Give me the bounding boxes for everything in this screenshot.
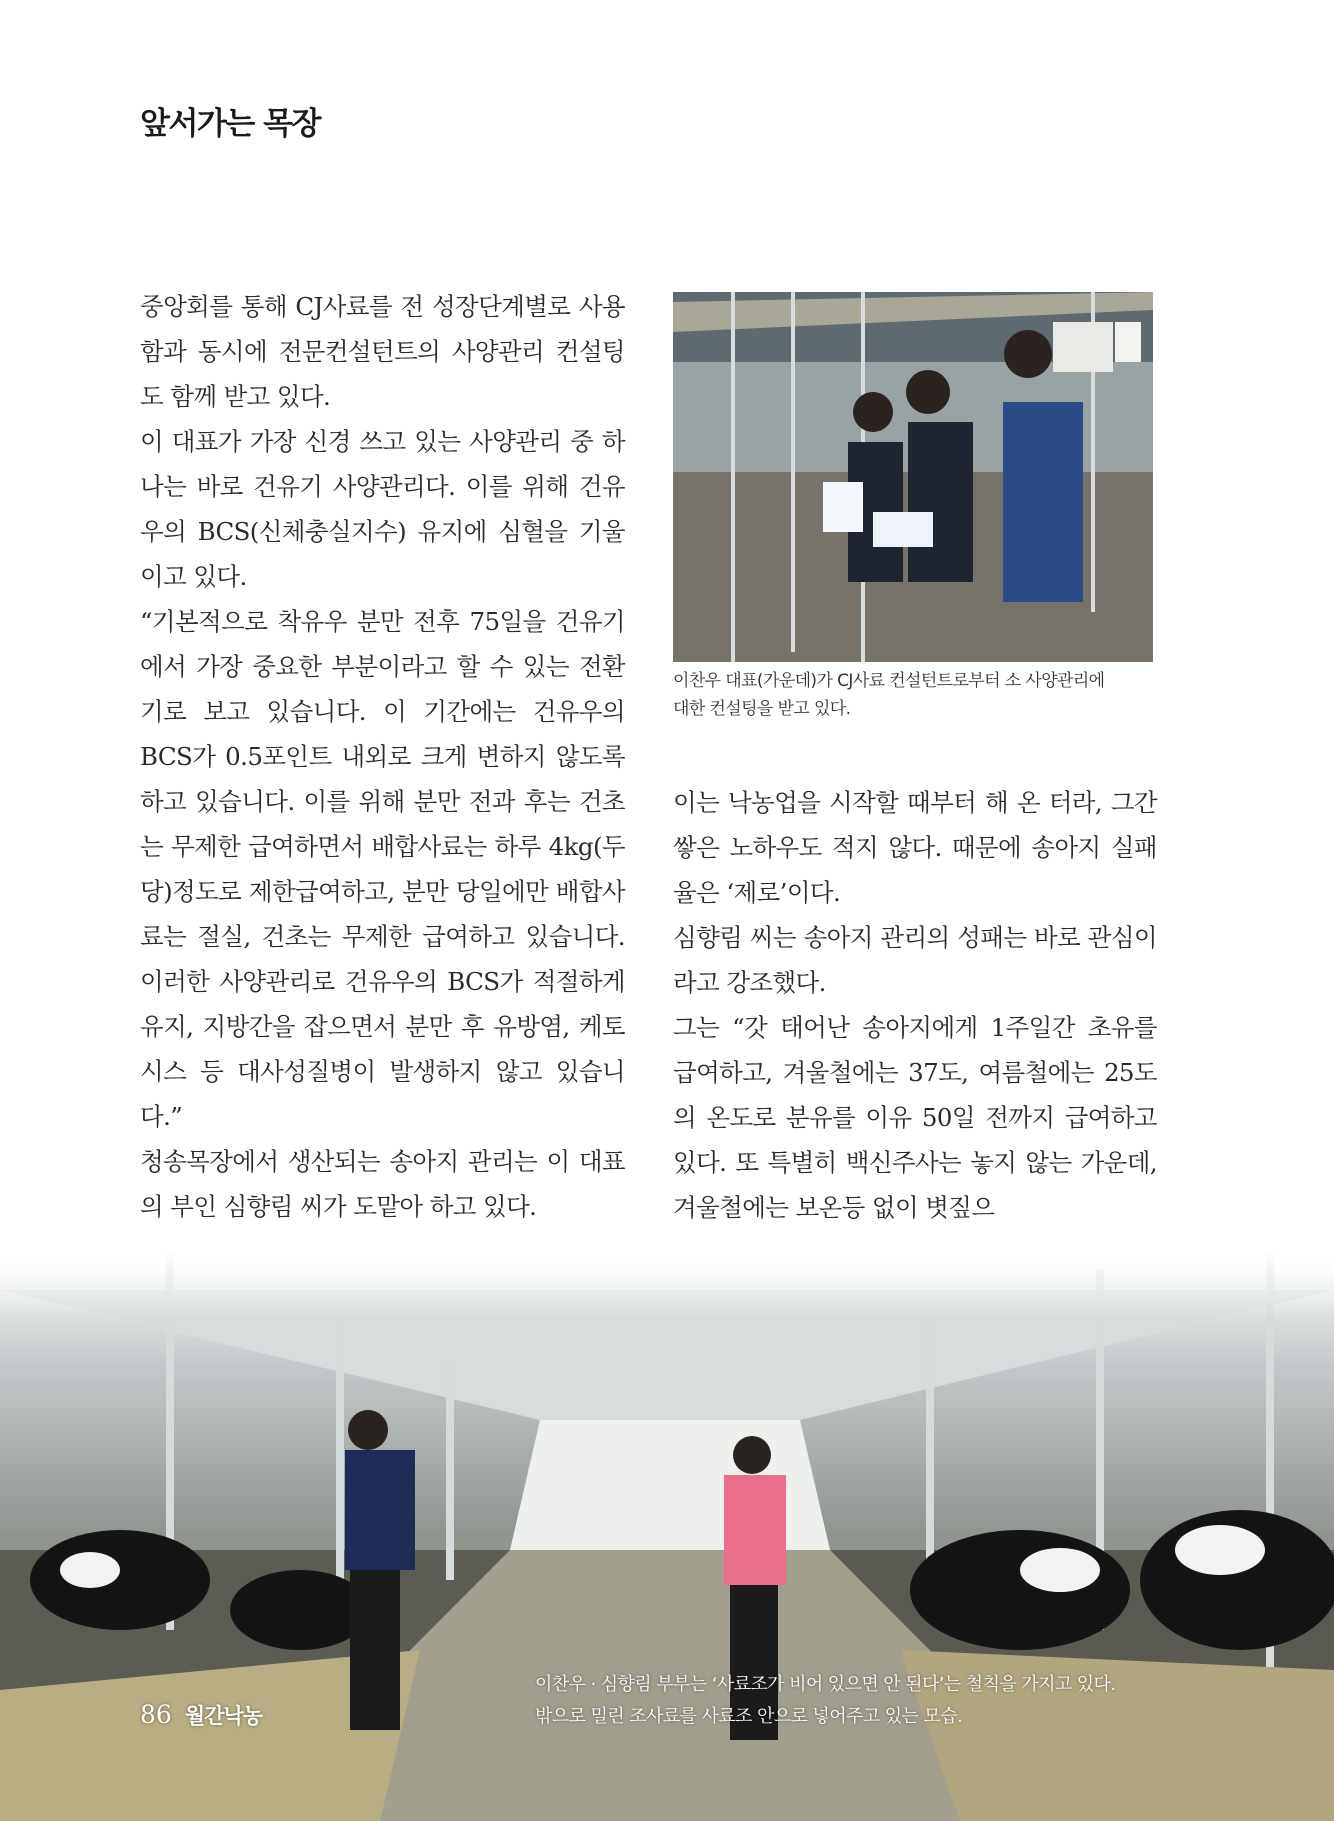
barn-photo-illustration	[0, 1250, 1334, 1821]
caption-line: 이찬우 대표(가운데)가 CJ사료 컨설턴트로부터 소 사양관리에	[673, 671, 1105, 691]
photo-caption	[673, 667, 1163, 723]
section-title: 앞서가는 목장	[140, 106, 320, 142]
paragraph: 청송목장에서 생산되는 송아지 관리는 이 대표의 부인 심향림 씨가 도맡아 하고 있다.	[140, 1147, 625, 1221]
paragraph: 이 대표가 가장 신경 쓰고 있는 사양관리 중 하나는 바로 건유기 사양관리다. 이를 위해 건유우의 BCS(신체충실지수) 유지에 심혈을 기울이고 있다.	[140, 427, 625, 591]
consulting-photo-illustration	[673, 292, 1153, 662]
page-number: 86	[140, 1700, 172, 1729]
paragraph: 중앙회를 통해 CJ사료를 전 성장단계별로 사용함과 동시에 전문컨설턴트의 사양관리 컨설팅도 함께 받고 있다.	[140, 292, 625, 411]
article-left-column	[140, 284, 625, 1229]
quote-paragraph: “기본적으로 착유우 분만 전후 75일을 건유기에서 가장 중요한 부분이라고 할 수 있는 전환기로 보고 있습니다. 이 기간에는 건유우의 BCS가 0.5포인트 내외로 크게 변하지 않도록 하고 있습니다. 이를 위해 분만 전과 후는 건초는 무제한 급여하면서 배합사료는 하루 4kg(두당)정도로 제한급여하고, 분만 당일에만 배합사료는 절실, 건초는 무제한 급여하고 있습니다. 이러한 사양관리로 건유우의 BCS가 적절하게 유지, 지방간을 잡으면서 분만 후 유방염, 케토시스 등 대사성질병이 발생하지 않고 있습니다.”	[140, 607, 625, 1131]
caption-line: 이찬우 · 심향림 부부는 ‘사료조가 비어 있으면 안 된다’는 철칙을 가지고 있다.	[535, 1674, 1116, 1695]
barn-photo	[0, 1250, 1334, 1821]
magazine-name: 월간낙농	[184, 1704, 263, 1728]
page-footer	[140, 1700, 262, 1730]
paragraph: 그는 “갓 태어난 송아지에게 1주일간 초유를 급여하고, 겨울철에는 37도, 여름철에는 25도의 온도로 분유를 이유 50일 전까지 급여하고 있다. 또 특별히 백신주사는 놓지 않는 가운데, 겨울철에는 보온등 없이 볏짚으	[673, 1013, 1157, 1222]
consulting-photo	[673, 292, 1153, 662]
article-right-column	[673, 780, 1157, 1230]
caption-line: 밖으로 밀린 조사료를 사료조 안으로 넣어주고 있는 모습.	[535, 1706, 963, 1727]
caption-line: 대한 컨설팅을 받고 있다.	[673, 699, 851, 719]
photo-caption-overlay	[535, 1669, 1295, 1733]
paragraph: 심향림 씨는 송아지 관리의 성패는 바로 관심이라고 강조했다.	[673, 923, 1157, 997]
paragraph: 이는 낙농업을 시작할 때부터 해 온 터라, 그간 쌓은 노하우도 적지 않다. 때문에 송아지 실패율은 ‘제로’이다.	[673, 788, 1157, 907]
